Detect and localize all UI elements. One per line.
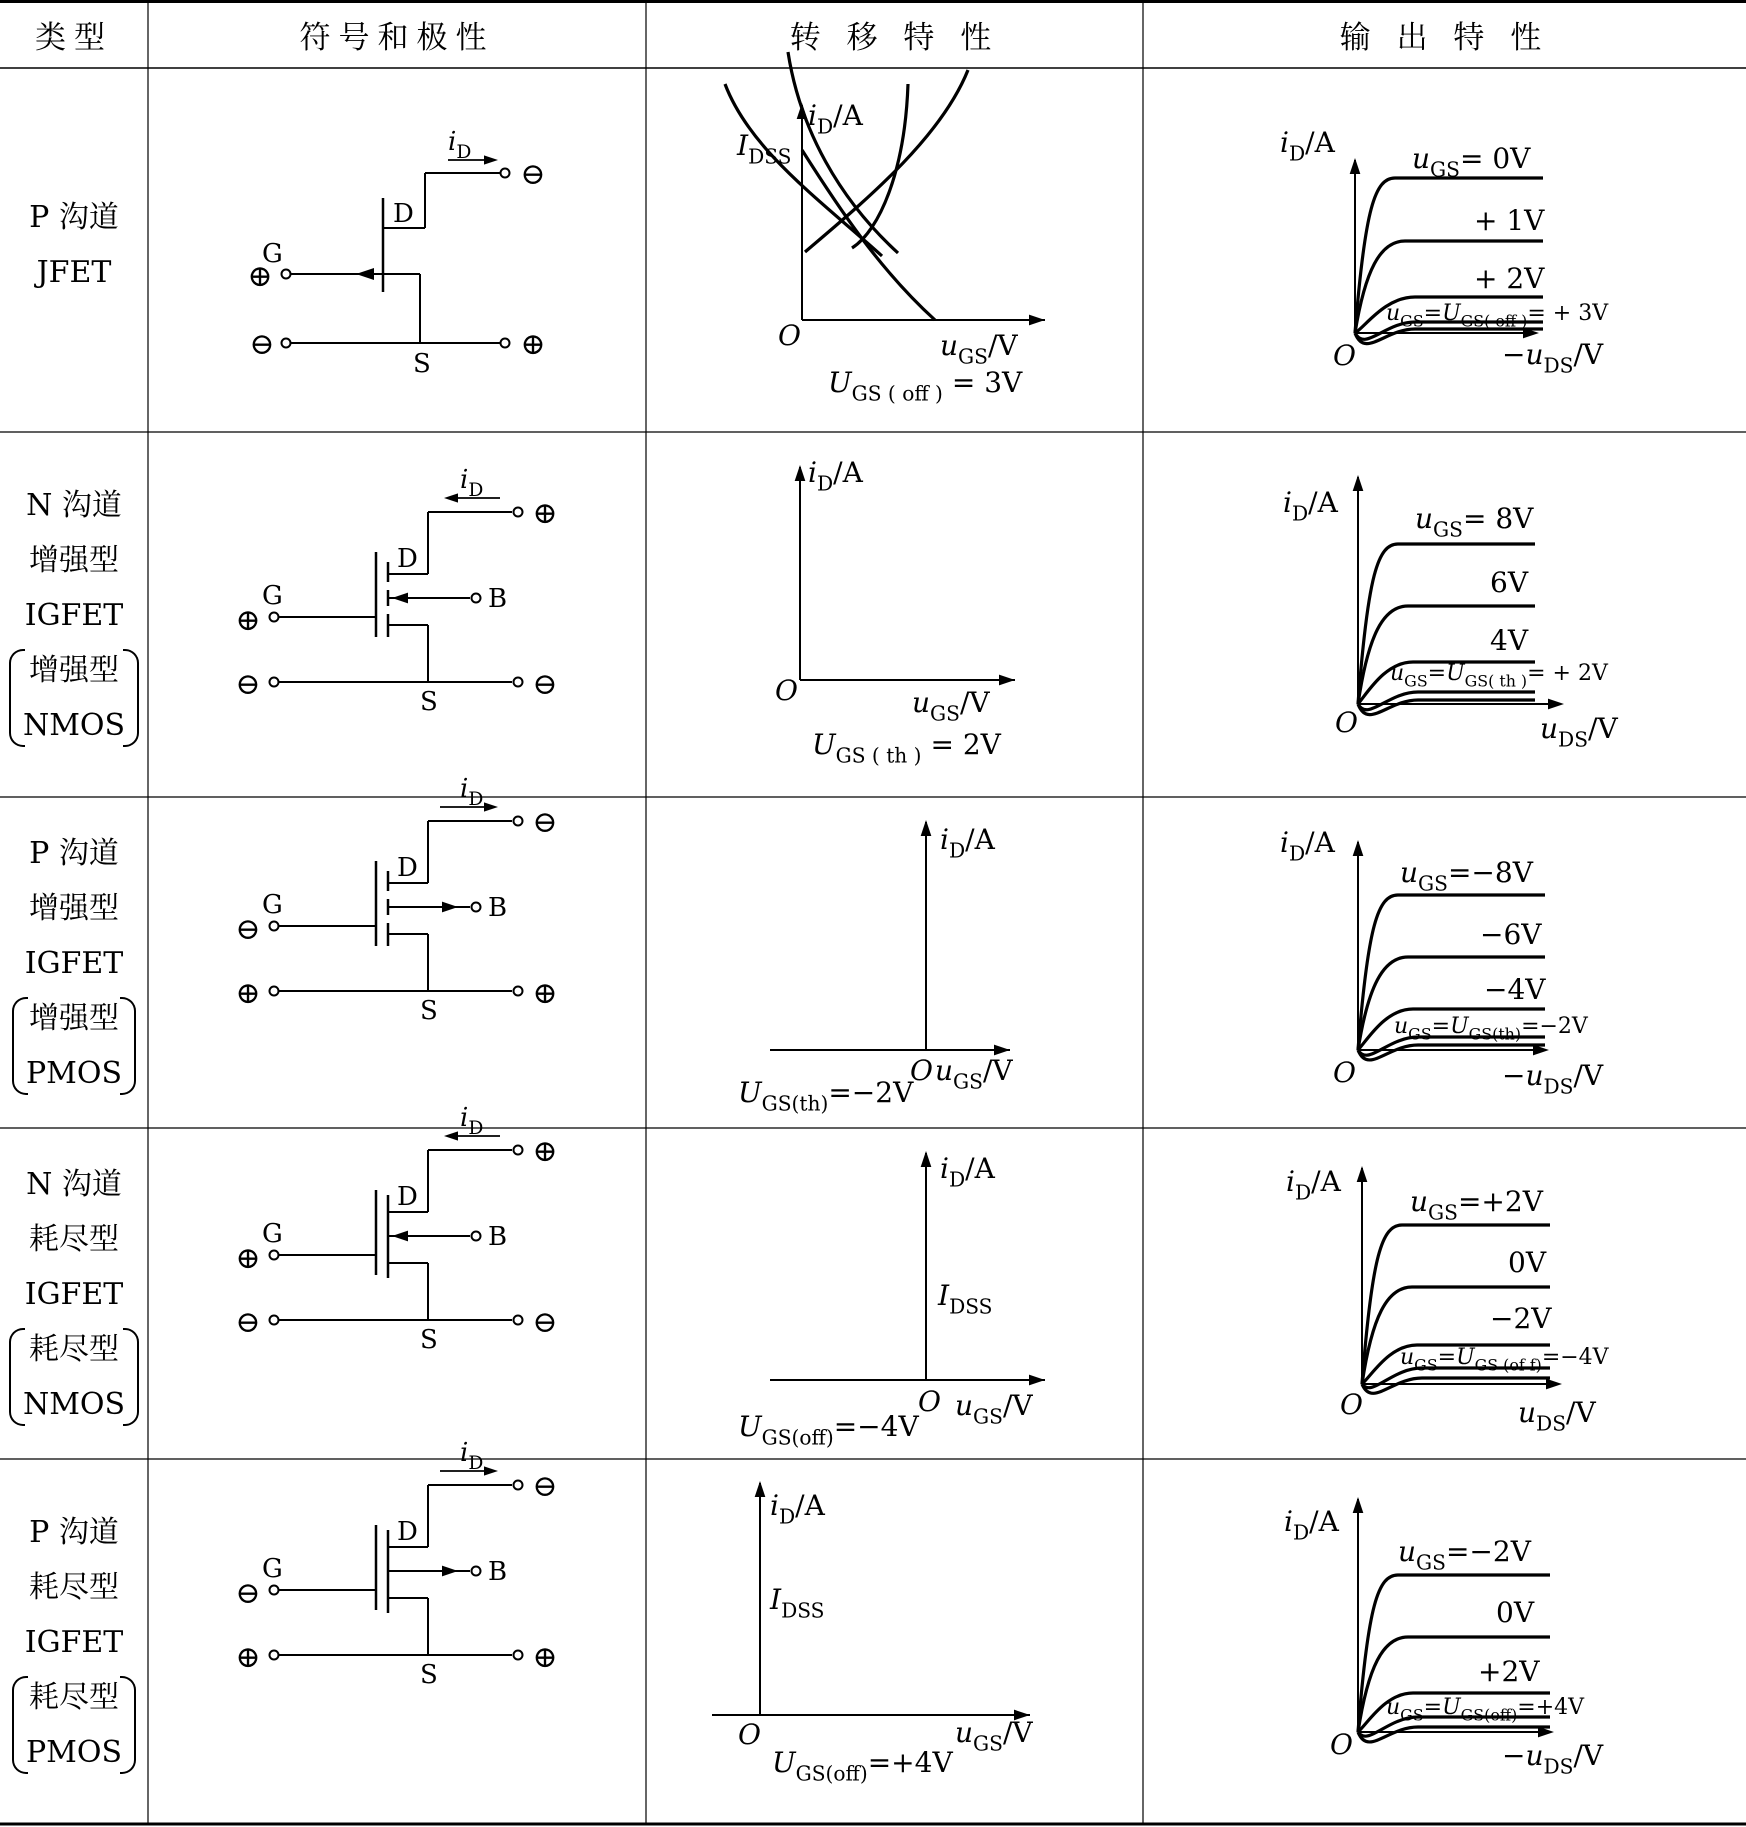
output-characteristic	[1280, 826, 1604, 1098]
y-axis-arrow	[795, 465, 806, 481]
curve-label: 0V	[1496, 1596, 1535, 1629]
type-paren-line: NMOS	[22, 1387, 126, 1422]
type-line: 增强型	[29, 891, 119, 926]
current-arrow-head	[484, 1466, 498, 1475]
terminal-dot	[270, 922, 279, 931]
x-axis-arrow	[1029, 315, 1045, 326]
terminal-dot	[514, 1316, 523, 1325]
drain-label: D	[397, 544, 418, 574]
origin-label: O	[910, 1054, 933, 1087]
curve-label: $u_{GS}=U_{GS (of f)}=-4V$	[1400, 1345, 1609, 1375]
gate-polarity: ⊕	[235, 603, 261, 638]
idss-label: $I_{DSS}$	[938, 1279, 993, 1319]
source-left-polarity: ⊕	[235, 1640, 261, 1675]
transfer-characteristic	[736, 99, 1045, 405]
y-axis-arrow	[1350, 158, 1361, 174]
threshold-label: $U_{GS(off)}=+4V$	[772, 1746, 953, 1786]
x-axis-label: $u_{GS}/V$	[912, 686, 990, 726]
y-axis-label: $i_D/A$	[1283, 486, 1338, 526]
gate-arrow	[356, 268, 374, 280]
origin-label: O	[738, 1718, 761, 1751]
transfer-curve	[802, 150, 935, 320]
transfer-curve	[805, 70, 968, 252]
substrate-arrow	[392, 593, 408, 604]
x-axis-label: $u_{GS}/V$	[940, 329, 1018, 369]
curve-label: −6V	[1480, 918, 1542, 951]
type-paren-line: PMOS	[25, 1056, 123, 1091]
type-line: 耗尽型	[29, 1222, 119, 1257]
type-line: N 沟道	[26, 1167, 122, 1202]
drain-label: D	[393, 199, 414, 229]
drain-current-label: $i_D$	[460, 1438, 484, 1474]
gate-label: G	[262, 890, 283, 920]
curve-label: + 2V	[1474, 262, 1545, 295]
idss-label: $I_{DSS}$	[770, 1583, 825, 1623]
drain-polarity: ⊖	[532, 805, 558, 840]
substrate-arrow	[442, 902, 458, 913]
type-paren-line: 增强型	[29, 653, 119, 688]
gate-polarity: ⊖	[235, 912, 261, 947]
y-axis-label: $i_D/A$	[1280, 126, 1335, 166]
transistor-symbol	[235, 465, 557, 717]
gate-label: G	[262, 1554, 283, 1584]
drain-current-label: $i_D$	[448, 127, 472, 163]
y-axis-arrow	[1353, 840, 1364, 856]
origin-label: O	[1340, 1388, 1363, 1421]
x-axis-arrow	[999, 675, 1015, 686]
y-axis-arrow	[921, 820, 932, 836]
transistor-symbol	[235, 1103, 557, 1355]
transfer-characteristic	[738, 52, 1013, 1115]
idss-label: $I_{DSS}$	[737, 129, 792, 169]
type-line: P 沟道	[29, 200, 119, 235]
source-right-polarity: ⊖	[532, 667, 558, 702]
type-line: P 沟道	[29, 1515, 119, 1550]
substrate-arrow	[392, 1231, 408, 1242]
curve-label: −2V	[1490, 1302, 1552, 1335]
terminal-dot	[514, 508, 523, 517]
y-axis-arrow	[1353, 475, 1364, 491]
output-curve	[1362, 1378, 1550, 1393]
terminal-dot	[270, 987, 279, 996]
x-axis-label: $u_{GS}/V$	[955, 1716, 1033, 1756]
curve-label: $u_{GS}=-8V$	[1400, 856, 1533, 896]
curve-label: 0V	[1508, 1246, 1547, 1279]
drain-current-label: $i_D$	[460, 1103, 484, 1139]
source-right-polarity: ⊖	[532, 1305, 558, 1340]
x-axis-arrow	[1548, 699, 1564, 710]
x-axis-label: $-u_{DS}/V$	[1502, 1059, 1604, 1099]
drain-polarity: ⊖	[532, 1469, 558, 1504]
source-left-polarity: ⊖	[235, 667, 261, 702]
terminal-dot	[282, 339, 291, 348]
origin-label: O	[778, 319, 801, 352]
terminal-dot	[472, 594, 481, 603]
y-axis-label: $i_D/A$	[770, 1489, 825, 1529]
x-axis-arrow	[1546, 1379, 1562, 1390]
type-paren-line: NMOS	[22, 708, 126, 743]
origin-label: O	[1333, 1056, 1356, 1089]
transfer-characteristic	[712, 84, 1033, 1785]
gate-polarity: ⊕	[247, 259, 273, 294]
header-transfer: 转 移 特 性	[789, 19, 1000, 56]
terminal-dot	[472, 903, 481, 912]
threshold-label: $U_{GS ( off )} = 3V$	[828, 366, 1023, 406]
type-line: IGFET	[24, 1277, 124, 1312]
y-axis-arrow	[921, 1151, 932, 1167]
type-paren	[12, 991, 136, 1101]
y-axis-arrow	[755, 1481, 766, 1497]
x-axis-label: $u_{DS}/V$	[1540, 712, 1618, 752]
type-paren-line: 增强型	[29, 1001, 119, 1036]
type-line: JFET	[36, 255, 112, 290]
type-line: IGFET	[24, 1625, 124, 1660]
source-label: S	[413, 349, 431, 379]
curve-label: + 1V	[1474, 204, 1545, 237]
gate-label: G	[262, 1219, 283, 1249]
source-label: S	[420, 1325, 438, 1355]
type-cell-n-enh	[0, 478, 148, 753]
current-arrow-head	[484, 155, 498, 164]
origin-label: O	[1333, 339, 1356, 372]
curve-label: $u_{GS}=-2V$	[1398, 1535, 1531, 1575]
type-line: 耗尽型	[29, 1570, 119, 1605]
gate-polarity: ⊖	[235, 1576, 261, 1611]
terminal-dot	[270, 678, 279, 687]
curve-label: $u_{GS}=U_{GS( off )}= + 3V$	[1386, 301, 1609, 331]
terminal-dot	[270, 1316, 279, 1325]
source-right-polarity: ⊕	[520, 327, 546, 362]
x-axis-arrow	[1029, 1375, 1045, 1386]
type-paren	[9, 643, 139, 753]
type-line: IGFET	[24, 946, 124, 981]
threshold-label: $U_{GS ( th )} = 2V$	[812, 728, 1001, 768]
source-label: S	[420, 1660, 438, 1690]
terminal-dot	[270, 613, 279, 622]
drain-polarity: ⊕	[532, 496, 558, 531]
current-arrow-head	[484, 802, 498, 811]
y-axis-label: $i_D/A$	[1286, 1165, 1341, 1205]
terminal-dot	[501, 339, 510, 348]
terminal-dot	[472, 1567, 481, 1576]
terminal-dot	[270, 1586, 279, 1595]
header-type: 类型	[35, 19, 113, 56]
origin-label: O	[918, 1385, 941, 1418]
terminal-dot	[514, 987, 523, 996]
origin-label: O	[1335, 706, 1358, 739]
drain-current-label: $i_D$	[460, 774, 484, 810]
terminal-dot	[514, 1651, 523, 1660]
y-axis-label: $i_D/A$	[808, 99, 863, 139]
terminal-dot	[514, 1146, 523, 1155]
source-label: S	[420, 687, 438, 717]
x-axis-label: $u_{GS}/V$	[955, 1389, 1033, 1429]
type-line: N 沟道	[26, 488, 122, 523]
terminal-dot	[514, 1481, 523, 1490]
terminal-dot	[514, 817, 523, 826]
source-label: S	[420, 996, 438, 1026]
terminal-dot	[270, 1251, 279, 1260]
header-symbol: 符号和极性	[299, 19, 495, 56]
y-axis-label: $i_D/A$	[940, 823, 995, 863]
drain-current-label: $i_D$	[460, 465, 484, 501]
substrate-label: B	[488, 893, 508, 923]
drain-label: D	[397, 1182, 418, 1212]
terminal-dot	[472, 1232, 481, 1241]
type-cell-p-enh	[0, 826, 148, 1101]
curve-label: $u_{GS}= 8V$	[1415, 502, 1534, 542]
source-right-polarity: ⊕	[532, 976, 558, 1011]
terminal-dot	[501, 169, 510, 178]
x-axis-label: $-u_{DS}/V$	[1502, 1739, 1604, 1779]
terminal-dot	[270, 1651, 279, 1660]
type-paren-line: 耗尽型	[29, 1332, 119, 1367]
curve-label: $u_{GS}= 0V$	[1412, 142, 1531, 182]
x-axis-label: $u_{DS}/V$	[1518, 1396, 1596, 1436]
drain-label: D	[397, 1517, 418, 1547]
curve-label: $u_{GS}=U_{GS(off)}=+4V$	[1386, 1695, 1585, 1725]
x-axis-label: $u_{GS}/V$	[935, 1054, 1013, 1094]
curve-label: +2V	[1478, 1655, 1540, 1688]
type-paren	[12, 1670, 136, 1780]
curve-label: $u_{GS}=+2V$	[1410, 1185, 1543, 1225]
type-cell-p-dep	[0, 1505, 148, 1780]
drain-label: D	[397, 853, 418, 883]
current-arrow-head	[444, 493, 458, 502]
drain-polarity: ⊕	[532, 1134, 558, 1169]
type-line: P 沟道	[29, 836, 119, 871]
gate-label: G	[262, 581, 283, 611]
type-paren	[9, 1322, 139, 1432]
transfer-characteristic	[775, 84, 1015, 767]
curve-label: $u_{GS}=U_{GS(th)}=-2V$	[1394, 1014, 1588, 1044]
source-left-polarity: ⊖	[249, 327, 275, 362]
curve-label: 4V	[1490, 624, 1529, 657]
threshold-label: $U_{GS(th)}=-2V$	[738, 1076, 914, 1116]
curve-label: $u_{GS}=U_{GS( th )}= + 2V$	[1390, 661, 1608, 691]
y-axis-label: $i_D/A$	[808, 456, 863, 496]
output-characteristic	[1284, 1497, 1604, 1778]
origin-label: O	[775, 674, 798, 707]
curve-label: −4V	[1484, 973, 1546, 1006]
type-paren-line: PMOS	[25, 1735, 123, 1770]
x-axis-label: $-u_{DS}/V$	[1502, 338, 1604, 378]
y-axis-label: $i_D/A$	[1284, 1505, 1339, 1545]
type-cell-p-jfet	[0, 190, 148, 300]
transistor-symbol	[235, 774, 557, 1026]
transistor-symbol	[247, 127, 545, 379]
substrate-label: B	[488, 1557, 508, 1587]
origin-label: O	[1330, 1728, 1353, 1761]
source-left-polarity: ⊖	[235, 1305, 261, 1340]
substrate-label: B	[488, 1222, 508, 1252]
drain-polarity: ⊖	[520, 157, 546, 192]
terminal-dot	[282, 270, 291, 279]
output-characteristic	[1286, 1165, 1610, 1435]
y-axis-arrow	[1357, 1166, 1368, 1182]
type-paren-line: 耗尽型	[29, 1680, 119, 1715]
type-line: IGFET	[24, 598, 124, 633]
source-left-polarity: ⊕	[235, 976, 261, 1011]
gate-label: G	[262, 239, 283, 269]
output-characteristic	[1283, 475, 1618, 751]
gate-polarity: ⊕	[235, 1241, 261, 1276]
y-axis-arrow	[1353, 1497, 1364, 1513]
type-line: 增强型	[29, 543, 119, 578]
current-arrow-head	[444, 1131, 458, 1140]
header-output: 输 出 特 性	[1339, 19, 1550, 56]
substrate-arrow	[442, 1566, 458, 1577]
curve-label: 6V	[1490, 566, 1529, 599]
terminal-dot	[514, 678, 523, 687]
transistor-symbol	[235, 1438, 557, 1690]
type-cell-n-dep	[0, 1157, 148, 1432]
y-axis-label: $i_D/A$	[940, 1152, 995, 1192]
substrate-label: B	[488, 584, 508, 614]
threshold-label: $U_{GS(off)}=-4V$	[738, 1410, 919, 1450]
output-characteristic	[1280, 126, 1609, 377]
source-right-polarity: ⊕	[532, 1640, 558, 1675]
y-axis-label: $i_D/A$	[1280, 826, 1335, 866]
